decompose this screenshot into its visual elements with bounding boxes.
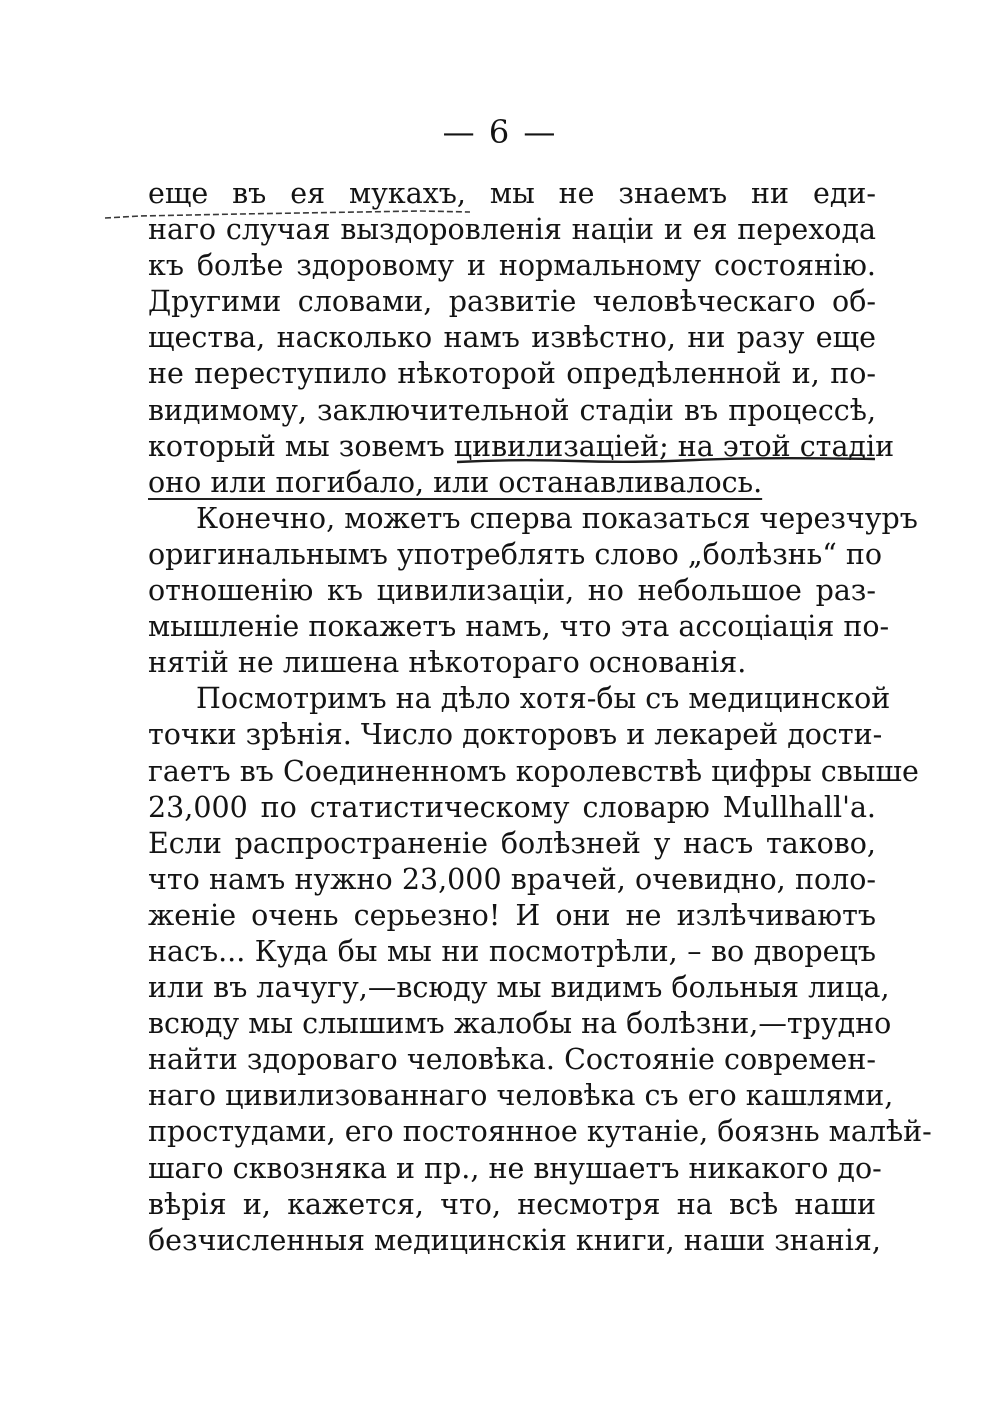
text-line: отношенію къ цивилизаціи, но небольшое раз-	[148, 574, 876, 608]
text-line-underlined: оно или погибало, или останавливалось.	[148, 465, 763, 499]
paragraph-1	[148, 176, 895, 501]
text-line: видимому, заключительной стадіи въ процессѣ,	[148, 393, 876, 427]
text-line: къ болѣе здоровому и нормальному состоянію.	[148, 249, 876, 283]
page-body	[148, 176, 932, 1259]
text-line: насъ... Куда бы мы ни посмотрѣли, – во дворецъ	[148, 934, 876, 968]
paragraph-2	[148, 501, 918, 681]
text-line: Посмотримъ на дѣло хотя-бы съ медицинской	[196, 682, 891, 716]
text-line: Конечно, можетъ сперва показаться черезчуръ	[196, 501, 918, 535]
text-line: точки зрѣнія. Число докторовъ и лекарей дости-	[148, 718, 883, 752]
text-line: вѣрія и, кажется, что, несмотря на всѣ наши	[148, 1187, 876, 1221]
text-line: наго цивилизованнаго человѣка съ его кашлями,	[148, 1079, 894, 1113]
text-line: оригинальнымъ употреблять слово „болѣзнь“ по	[148, 537, 883, 571]
text-line: найти здороваго человѣка. Состояніе современ-	[148, 1043, 876, 1077]
text-line: нятій не лишена нѣкотораго основанія.	[148, 646, 747, 680]
text-line: еще въ ея мукахъ, мы не знаемъ ни еди-	[148, 177, 876, 210]
text-line: не переступило нѣкоторой опредѣленной и, по-	[148, 357, 876, 391]
text-line-underlined: который мы зовемъ цивилизацiей; на этой стадіи	[148, 429, 895, 463]
text-line: простудами, его постоянное кутаніе, боязнь малѣй-	[148, 1115, 932, 1149]
text-line: или въ лачугу,—всюду мы видимъ больныя лица,	[148, 971, 890, 1005]
text-line: щества, насколько намъ извѣстно, ни разу еще	[148, 321, 876, 355]
text-line: гаетъ въ Соединенномъ королевствѣ цифры свыше	[148, 754, 919, 788]
text-line: наго случая выздоровленія націи и ея перехода	[148, 213, 876, 247]
text-line: Другими словами, развитіе человѣческаго об-	[148, 285, 876, 319]
text-line: шаго сквозняка и пр., не внушаетъ никакого до-	[148, 1151, 882, 1185]
page-number: — 6 —	[442, 113, 558, 151]
paragraph-3	[148, 681, 932, 1259]
text-line: всюду мы слышимъ жалобы на болѣзни,—трудно	[148, 1007, 892, 1041]
text-line: что намъ нужно 23,000 врачей, очевидно, поло-	[148, 862, 876, 896]
text-line: мышленіе покажетъ намъ, что эта ассоціація по-	[148, 610, 890, 644]
text-line: безчисленныя медицинскія книги, наши знанія,	[148, 1223, 881, 1257]
text-line: 23,000 по статистическому словарю Mullhall'a.	[148, 790, 876, 824]
text-line: Если распространеніе болѣзней у насъ таково,	[148, 826, 876, 860]
text-line: женіе очень серьезно! И они не излѣчиваютъ	[148, 898, 876, 932]
